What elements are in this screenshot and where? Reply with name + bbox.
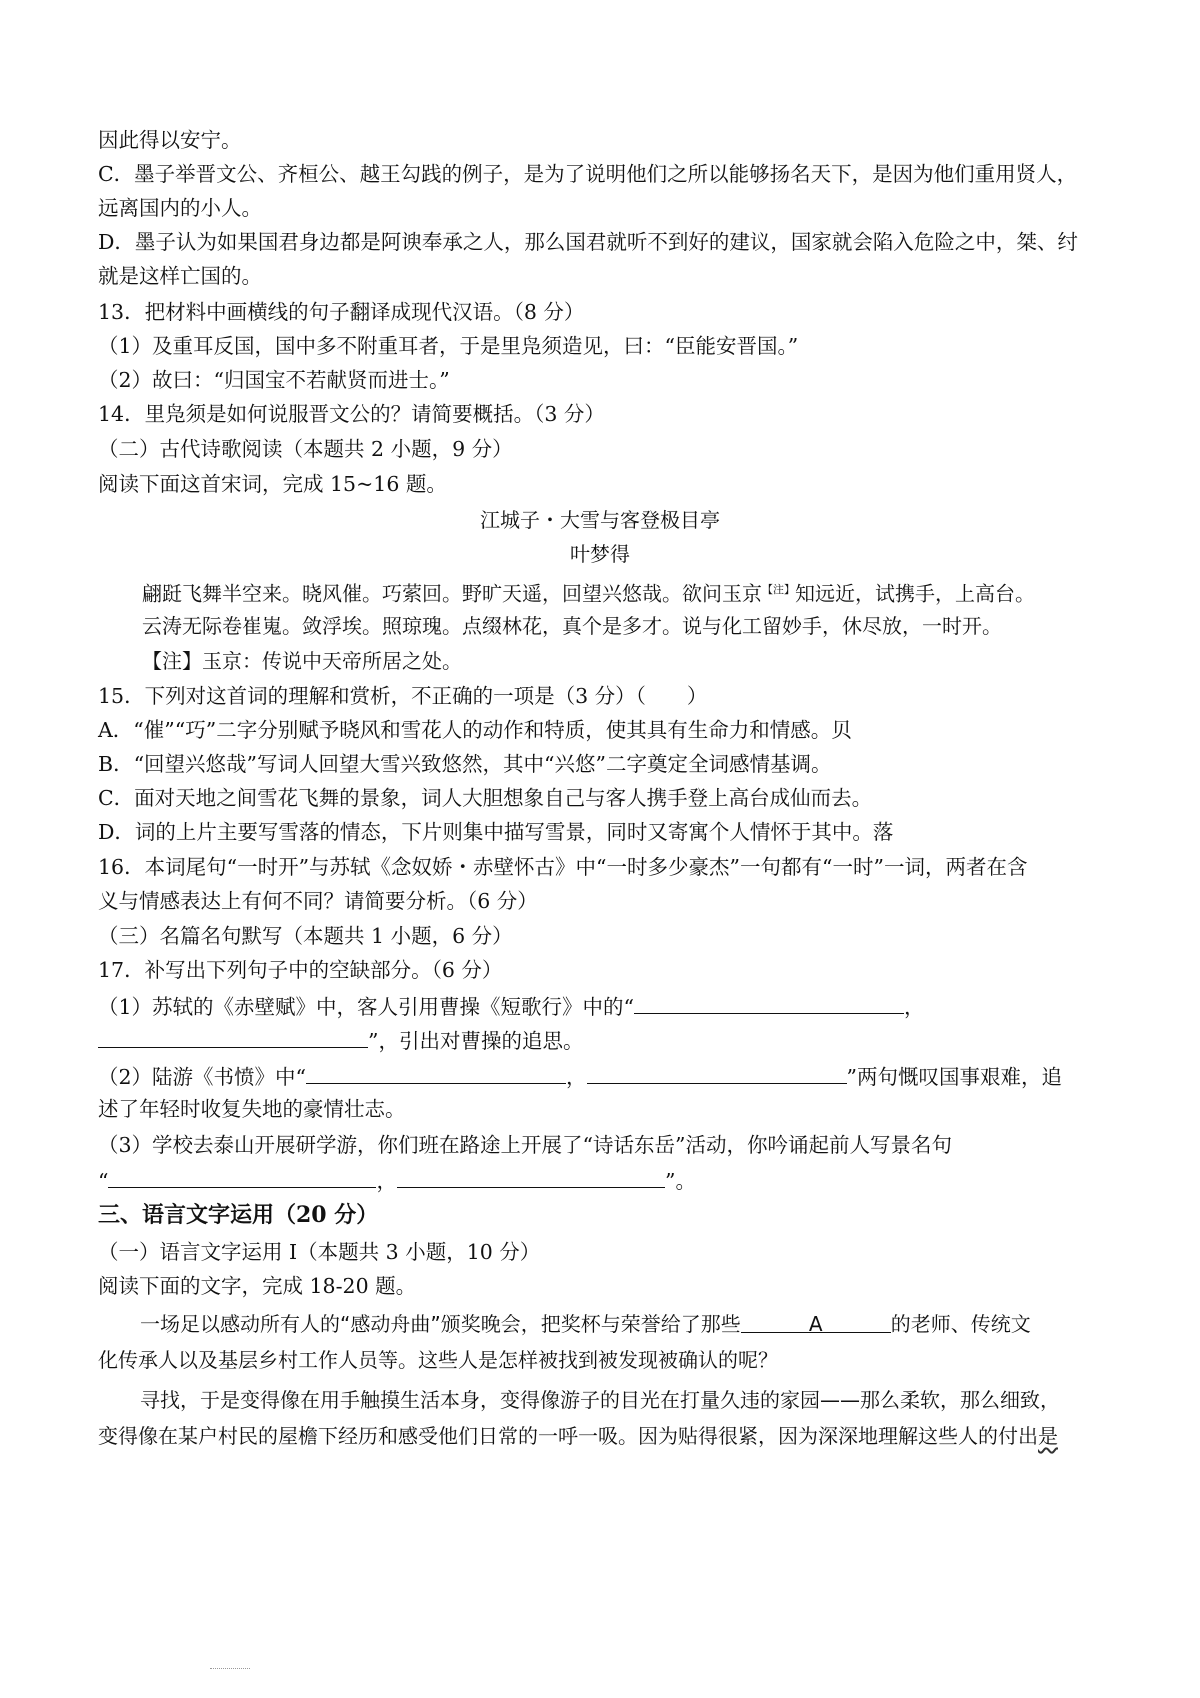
question-14: 14．里凫须是如何说服晋文公的？请简要概括。（3 分）: [98, 402, 605, 426]
section-three-heading: 三、语言文字运用（20 分）: [98, 1202, 379, 1228]
poem-line-1: [142, 576, 1102, 608]
answer-blank[interactable]: [634, 991, 904, 1014]
text-segment: ，: [566, 1065, 587, 1089]
answer-blank[interactable]: [587, 1061, 847, 1084]
text-line: 远离国内的小人。: [98, 196, 262, 220]
text-segment: “: [98, 1169, 109, 1193]
wavy-underlined-char: 是: [1038, 1424, 1058, 1448]
instruction: 阅读下面的文字，完成 18-20 题。: [98, 1274, 417, 1298]
paragraph-1: [140, 1310, 1102, 1338]
text-line: 述了年轻时收复失地的豪情壮志。: [98, 1097, 406, 1121]
text-segment: （1）苏轼的《赤壁赋》中，客人引用曹操《短歌行》中的“: [98, 995, 635, 1019]
question-17-part-3-cont: [98, 1165, 1102, 1195]
section-heading: （二）古代诗歌阅读（本题共 2 小题，9 分）: [98, 437, 513, 461]
text-segment: ”，引出对曹操的追思。: [368, 1029, 584, 1053]
instruction: 阅读下面这首宋词，完成 15~16 题。: [98, 472, 447, 496]
text-line: 就是这样亡国的。: [98, 264, 262, 288]
blank-a[interactable]: A: [741, 1310, 891, 1333]
answer-blank[interactable]: [108, 1165, 376, 1188]
option-d: D．墨子认为如果国君身边都是阿谀奉承之人，那么国君就听不到好的建议，国家就会陷入危险之中，桀、纣: [98, 230, 1078, 254]
option-c: C．面对天地之间雪花飞舞的景象，词人大胆想象自己与客人携手登上高台成仙而去。: [98, 786, 873, 810]
paragraph-2: 寻找，于是变得像在用手触摸生活本身，变得像游子的目光在打量久违的家园——那么柔软，那么细致，: [140, 1388, 1060, 1412]
question-17-part-2: [98, 1061, 1102, 1091]
question-13: 13．把材料中画横线的句子翻译成现代汉语。（8 分）: [98, 300, 585, 324]
answer-blank[interactable]: [98, 1025, 368, 1048]
text-segment: ，: [904, 995, 925, 1019]
answer-blank[interactable]: [306, 1061, 566, 1084]
text-segment: ”。: [664, 1169, 696, 1193]
text-segment: ，: [376, 1169, 397, 1193]
poem-note: 【注】玉京：传说中天帝所居之处。: [142, 649, 462, 673]
answer-blank[interactable]: [397, 1165, 665, 1188]
question-16: 16．本词尾句“一时开”与苏轼《念奴娇・赤壁怀古》中“一时多少豪杰”一句都有“一时”一词，两者在含: [98, 855, 1028, 879]
poem-title: 江城子・大雪与客登极目亭: [480, 508, 720, 532]
text-line: 因此得以安宁。: [98, 128, 242, 152]
poem-line-1-b: 知远近，试携手，上高台。: [795, 581, 1035, 606]
text-segment: 变得像在某户村民的屋檐下经历和感受他们日常的一呼一吸。因为贴得很紧，因为深深地理解这些人的付出: [98, 1424, 1038, 1448]
footer-mark: [210, 1668, 250, 1671]
poem-line-1-a: 翩跹飞舞半空来。晓风催。巧萦回。野旷天遥，回望兴悠哉。欲问玉京: [142, 581, 762, 606]
note-marker: 【注】: [762, 583, 795, 596]
section-heading: （三）名篇名句默写（本题共 1 小题，6 分）: [98, 924, 513, 948]
option-b: B．“回望兴悠哉”写词人回望大雪兴致悠然，其中“兴悠”二字奠定全词感情基调。: [98, 752, 832, 776]
poem-line-2: 云涛无际卷崔嵬。敛浮埃。照琼瑰。点缀林花，真个是多才。说与化工留妙手，休尽放，一时开。: [142, 614, 1002, 638]
poem-author: 叶梦得: [570, 542, 630, 566]
text-segment: 一场足以感动所有人的“感动舟曲”颁奖晚会，把奖杯与荣誉给了那些: [140, 1312, 741, 1336]
paragraph-2-cont: [98, 1422, 1102, 1450]
question-17-part-1: [98, 991, 1102, 1021]
question-17-part-3: （3）学校去泰山开展研学游，你们班在路途上开展了“诗话东岳”活动，你吟诵起前人写景名句: [98, 1133, 953, 1157]
question-17: 17．补写出下列句子中的空缺部分。（6 分）: [98, 958, 503, 982]
subsection-heading: （一）语言文字运用 I（本题共 3 小题，10 分）: [98, 1240, 541, 1264]
question-16-cont: 义与情感表达上有何不同？请简要分析。（6 分）: [98, 889, 538, 913]
question-13-part-1: （1）及重耳反国，国中多不附重耳者，于是里凫须造见，曰：“臣能安晋国。”: [98, 334, 799, 358]
paragraph-1-cont: 化传承人以及基层乡村工作人员等。这些人是怎样被找到被发现被确认的呢？: [98, 1348, 778, 1372]
question-17-part-1-cont: [98, 1025, 1102, 1055]
question-15: 15．下列对这首词的理解和赏析，不正确的一项是（3 分）（ ）: [98, 684, 708, 708]
option-a: A．“催”“巧”二字分别赋予晓风和雪花人的动作和特质，使其具有生命力和情感。贝: [98, 718, 852, 742]
text-segment: 的老师、传统文: [890, 1312, 1031, 1336]
text-segment: （2）陆游《书愤》中“: [98, 1065, 307, 1089]
option-d: D．词的上片主要写雪落的情态，下片则集中描写雪景，同时又寄寓个人情怀于其中。落: [98, 820, 894, 844]
option-c: C．墨子举晋文公、齐桓公、越王勾践的例子，是为了说明他们之所以能够扬名天下，是因为他们重用贤人，: [98, 162, 1078, 186]
question-13-part-2: （2）故曰：“归国宝不若献贤而进士。”: [98, 368, 450, 392]
text-segment: ”两句慨叹国事艰难，追: [846, 1065, 1063, 1089]
